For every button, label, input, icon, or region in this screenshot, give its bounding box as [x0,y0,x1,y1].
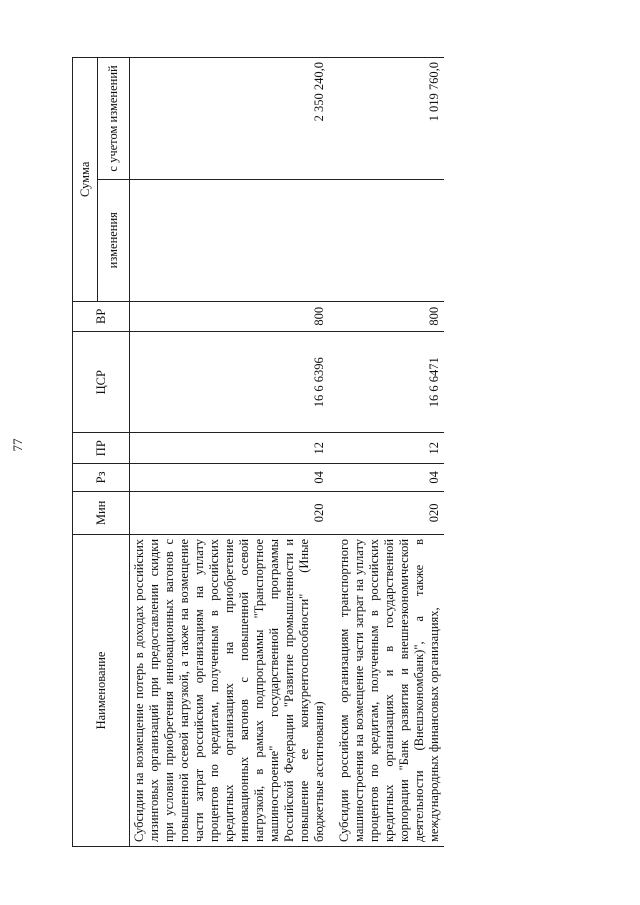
row-vr: 800 [329,301,444,331]
row-name: Субсидии российским организациям транспортного машиностроения на возмещение части затрат на уплату процентов по кредитам, полученным в российских кредитных организациях и в государственной корпорации "Банк развития и внешнеэкономической деятельности (Внешэкономбанк)", а также в международных финансовых организациях, [329,534,444,846]
row-change [130,179,330,301]
row-csr: 16 6 6471 [329,332,444,433]
page-number: 77 [10,438,25,452]
header-vr: ВР [73,301,130,331]
header-rz: Рз [73,463,130,491]
row-total: 1 019 760,0 [329,58,444,180]
row-rz: 04 [130,463,330,491]
row-csr: 16 6 6396 [130,332,330,433]
row-pr: 12 [329,433,444,463]
header-name: Наименование [73,534,130,846]
budget-table [72,57,444,847]
row-min: 020 [130,491,330,534]
header-sum: Сумма [73,58,98,302]
table-row [130,58,330,847]
row-change [329,179,444,301]
header-min: Мин [73,491,130,534]
row-name: Субсидии на возмещение потерь в доходах российских лизинговых организаций при предоставлении скидки при условии приобретения инновационных вагонов с повышенной осевой нагрузкой, а также на возмещение части затрат российским организациям на уплату процентов по кредитам, полученным в российских кредитных организациях на приобретение инновационных вагонов с повышенной осевой нагрузкой, в рамках подпрограммы "Транспортное машиностроение" государственной программы Российской Федерации "Развитие промышленности и повышение ее конкурентоспособности" (Иные бюджетные ассигнования) [130,534,330,846]
header-csr: ЦСР [73,332,130,433]
header-sum-total: с учетом изменений [98,58,130,180]
header-sum-change: изменения [98,179,130,301]
row-total: 2 350 240,0 [130,58,330,180]
header-row [73,58,98,847]
row-min: 020 [329,491,444,534]
header-pr: ПР [73,433,130,463]
row-pr: 12 [130,433,330,463]
row-rz: 04 [329,463,444,491]
table-row [329,58,444,847]
row-vr: 800 [130,301,330,331]
